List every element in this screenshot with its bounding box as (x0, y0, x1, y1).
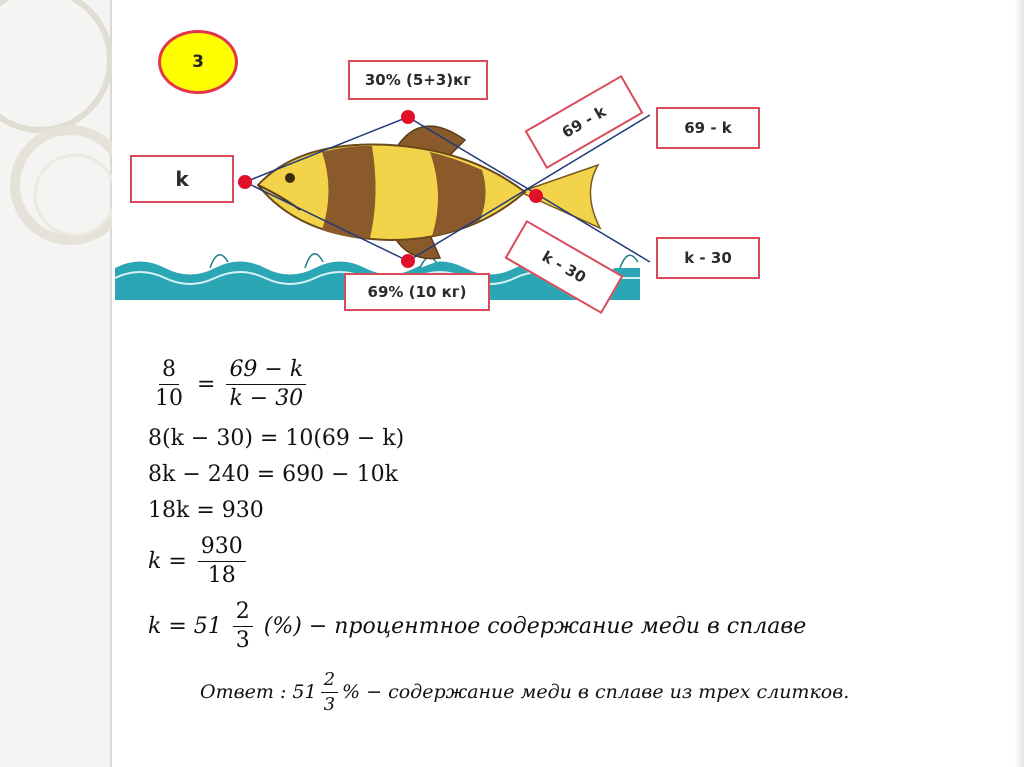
label-rotated-bottom: k - 30 (505, 220, 624, 314)
equation-6 (148, 600, 806, 653)
fraction-denominator: 3 (323, 693, 336, 715)
equation-2: 8(k − 30) = 10(69 − k) (148, 426, 405, 451)
label-k: k (130, 155, 234, 203)
dot-center (529, 189, 543, 203)
answer-fraction (321, 670, 338, 715)
fraction (233, 600, 253, 653)
equation-lhs: k = 51 (148, 614, 222, 640)
fraction-denominator: 18 (207, 563, 236, 589)
fraction-denominator: 10 (155, 386, 183, 412)
fraction-denominator: 3 (235, 628, 250, 654)
label-bottom-alloy: 69% (10 кг) (344, 273, 490, 311)
label-right-bottom: k - 30 (656, 237, 760, 279)
fraction-numerator: 930 (198, 535, 246, 562)
label-rotated-top: 69 - k (525, 75, 644, 169)
equation-1 (148, 358, 310, 411)
equation-lhs: k = (148, 549, 187, 575)
fraction-lhs (152, 358, 186, 411)
fraction (198, 535, 246, 588)
fraction-numerator: 8 (159, 358, 179, 385)
fraction-rhs (226, 358, 306, 411)
fraction-numerator: 69 − k (226, 358, 306, 385)
dot-bottom (401, 254, 415, 268)
equals-sign: = (197, 372, 216, 398)
dot-left (238, 175, 252, 189)
answer-text: % − содержание меди в сплаве из трех слитков. (342, 681, 850, 704)
answer-prefix: Ответ : 51 (200, 681, 317, 704)
label-top-alloy: 30% (5+3)кг (348, 60, 488, 100)
equation-3: 8k − 240 = 690 − 10k (148, 462, 398, 487)
equation-description: (%) − процентное содержание меди в сплаве (263, 614, 807, 640)
fraction-numerator: 2 (233, 600, 253, 627)
equation-4: 18k = 930 (148, 498, 264, 523)
fraction-denominator: k − 30 (229, 386, 304, 412)
problem-number-badge: 3 (158, 30, 238, 94)
fraction-numerator: 2 (321, 670, 338, 693)
answer-line (200, 670, 849, 715)
dot-top (401, 110, 415, 124)
equation-5 (148, 535, 250, 588)
label-right-top: 69 - k (656, 107, 760, 149)
